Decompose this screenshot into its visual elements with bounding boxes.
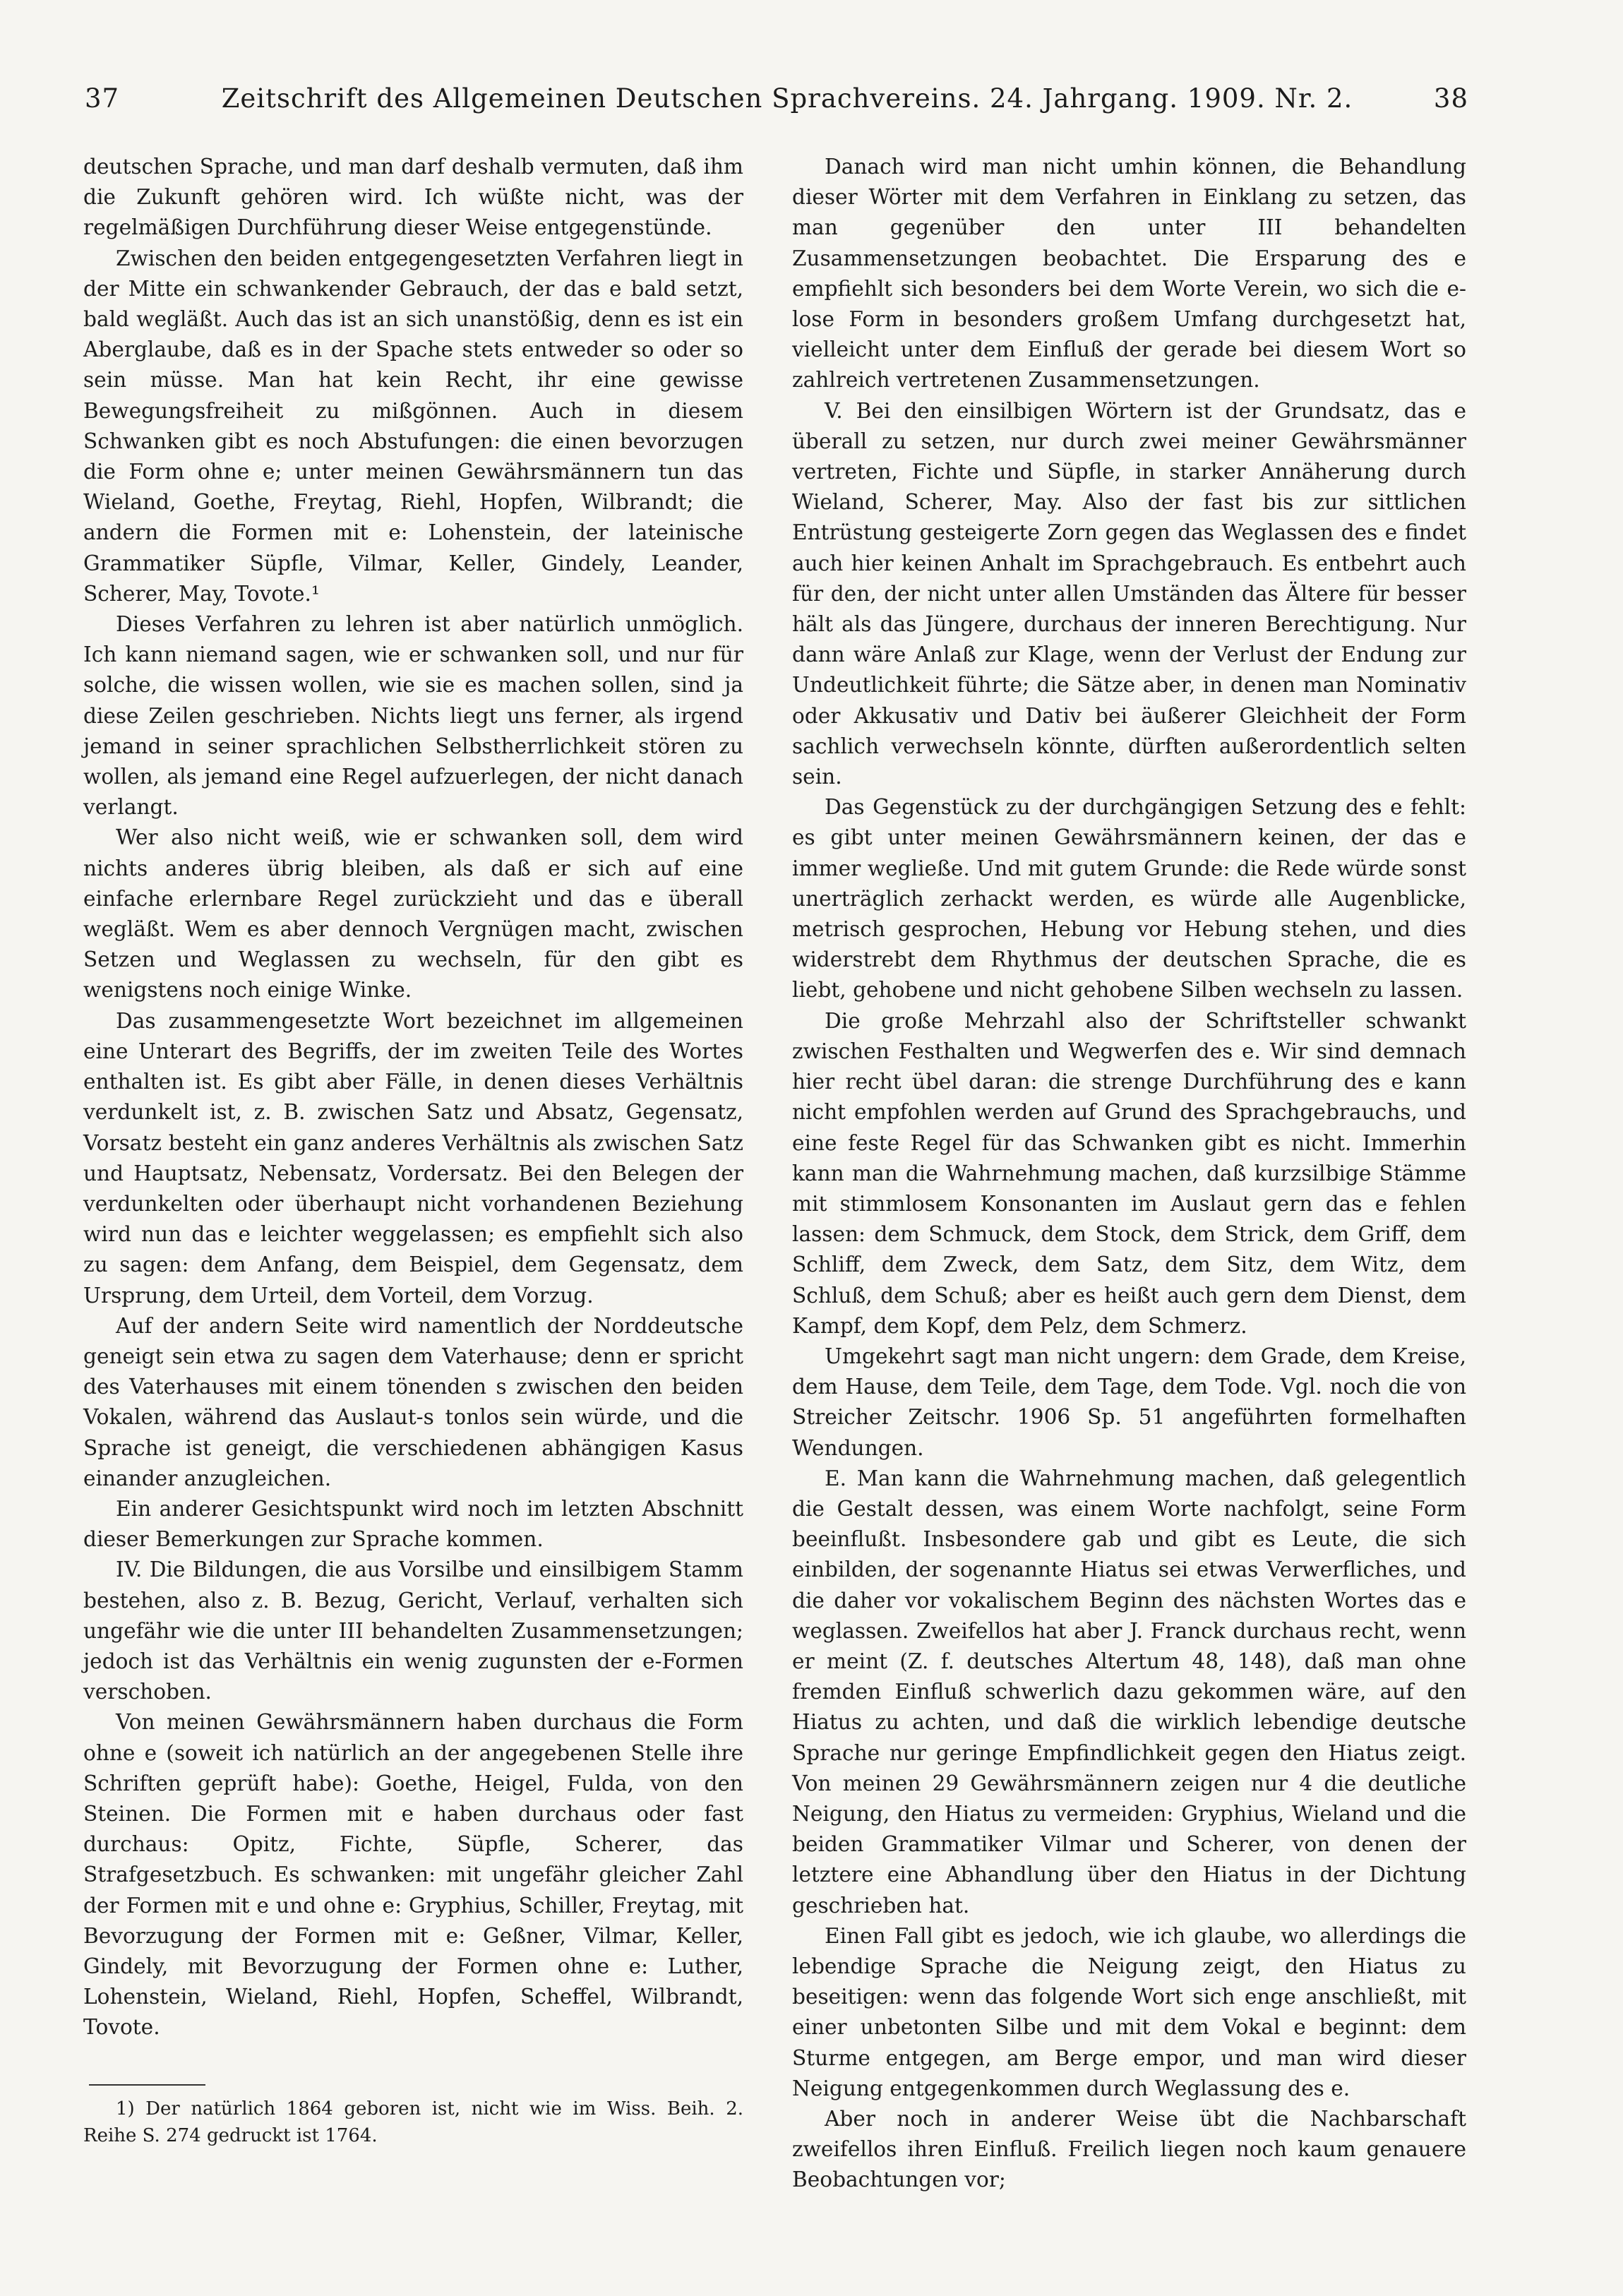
paragraph: Einen Fall gibt es jedoch, wie ich glaube, wo allerdings die lebendige Sprache die Neigung zeigt, den Hiatus zu beseitigen: wenn das folgende Wort sich enge anschließt, mit einer unbetonten Silbe und mit dem Vokal e beginnt: dem Sturme entgegen, am Berge empor, und man wird dieser Neigung entgegenkommen durch Weglassung des e. bbox=[792, 1923, 1466, 2100]
paragraph: Das Gegenstück zu der durchgängigen Setzung des e fehlt: es gibt unter meinen Gewährsmännern keinen, der das e immer wegließe. Und mit gutem Grunde: die Rede würde sonst unerträglich zerhackt werden, es würde alle Augenblicke, metrisch gesprochen, Hebung vor Hebung stehen, und dies widerstrebt dem Rhythmus der deutschen Sprache, die es liebt, gehobene und nicht gehobene Silben wechseln zu lassen. bbox=[792, 795, 1466, 1003]
right-column bbox=[792, 152, 1466, 2196]
page-header bbox=[85, 83, 1468, 126]
page-number-right: 38 bbox=[1433, 83, 1468, 114]
left-column bbox=[83, 152, 743, 2149]
paragraph: Wer also nicht weiß, wie er schwanken soll, dem wird nichts anderes übrig bleiben, als daß er sich auf eine einfache erlernbare Regel zurückzieht und das e überall wegläßt. Wem es aber dennoch Vergnügen macht, zwischen Setzen und Weglassen zu wechseln, für den gibt es wenigstens noch einige Winke. bbox=[83, 825, 743, 1003]
paragraph: E. Man kann die Wahrnehmung machen, daß gelegentlich die Gestalt dessen, was einem Worte nachfolgt, seine Form beeinflußt. Insbesondere gab und gibt es Leute, die sich einbilden, der sogenannte Hiatus sei etwas Verwerfliches, und die daher vor vokalischem Beginn des nächsten Wortes das e weglassen. Zweifellos hat aber J. Franck durchaus recht, wenn er meint (Z. f. deutsches Altertum 48, 148), daß man ohne fremden Einfluß schwerlich dazu gekommen wäre, auf den Hiatus zu achten, und daß die wirklich lebendige deutsche Sprache nur geringe Empfindlichkeit gegen den Hiatus zeigt. Von meinen 29 Gewährsmännern zeigen nur 4 die deutliche Neigung, den Hiatus zu vermeiden: Gryphius, Wieland und die beiden Grammatiker Vilmar und Scherer, von denen der letztere eine Abhandlung über den Hiatus in der Dichtung geschrieben hat. bbox=[792, 1466, 1466, 1918]
paragraph: deutschen Sprache, und man darf deshalb vermuten, daß ihm die Zukunft gehören wird. Ich wüßte nicht, was der regelmäßigen Durchführung dieser Weise entgegenstünde. bbox=[83, 155, 743, 240]
paragraph: IV. Die Bildungen, die aus Vorsilbe und einsilbigem Stamm bestehen, also z. B. Bezug, Gericht, Verlauf, verhalten sich ungefähr wie die unter III behandelten Zusammensetzungen; jedoch ist das Verhältnis ein wenig zugunsten der e-Formen verschoben. bbox=[83, 1557, 743, 1704]
paragraph: Auf der andern Seite wird namentlich der Norddeutsche geneigt sein etwa zu sagen dem Vaterhause; denn er spricht des Vaterhauses mit einem tönenden s zwischen den beiden Vokalen, während das Auslaut-s tonlos sein würde, und die Sprache ist geneigt, die verschiedenen abhängigen Kasus einander anzugleichen. bbox=[83, 1313, 743, 1490]
paragraph: Ein anderer Gesichtspunkt wird noch im letzten Abschnitt dieser Bemerkungen zur Sprache kommen. bbox=[83, 1496, 743, 1552]
paragraph: Aber noch in anderer Weise übt die Nachbarschaft zweifellos ihren Einfluß. Freilich liegen noch kaum genauere Beobachtungen vor; bbox=[792, 2107, 1466, 2192]
paragraph: Danach wird man nicht umhin können, die Behandlung dieser Wörter mit dem Verfahren in Einklang zu setzen, das man gegenüber den unter III behandelten Zusammensetzungen beobachtet. Die Ersparung des e empfiehlt sich besonders bei dem Worte Verein, wo sich die e-lose Form in besonders großem Umfang durchgesetzt hat, vielleicht unter dem Einfluß der gerade bei diesem Wort so zahlreich vertretenen Zusammensetzungen. bbox=[792, 155, 1466, 393]
paragraph: Zwischen den beiden entgegengesetzten Verfahren liegt in der Mitte ein schwankender Gebrauch, der das e bald setzt, bald wegläßt. Auch das ist an sich unanstößig, denn es ist ein Aberglaube, daß es in der Spache stets entweder so oder so sein müsse. Man hat kein Recht, ihr eine gewisse Bewegungsfreiheit zu mißgönnen. Auch in diesem Schwanken gibt es noch Abstufungen: die einen bevorzugen die Form ohne e; unter meinen Gewährsmännern tun das Wieland, Goethe, Freytag, Riehl, Hopfen, Wilbrandt; die andern die Formen mit e: Lohenstein, der lateinische Grammatiker Süpfle, Vilmar, Keller, Gindely, Leander, Scherer, May, Tovote.¹ bbox=[83, 246, 743, 606]
paragraph: Von meinen Gewährsmännern haben durchaus die Form ohne e (soweit ich natürlich an der angegebenen Stelle ihre Schriften geprüft habe): Goethe, Heigel, Fulda, von den Steinen. Die Formen mit e haben durchaus oder fast durchaus: Opitz, Fichte, Süpfle, Scherer, das Strafgesetzbuch. Es schwanken: mit ungefähr gleicher Zahl der Formen mit e und ohne e: Gryphius, Schiller, Freytag, mit Bevorzugung der Formen mit e: Geßner, Vilmar, Keller, Gindely, mit Bevorzugung der Formen ohne e: Luther, Lohenstein, Wieland, Riehl, Hopfen, Scheffel, Wilbrandt, Tovote. bbox=[83, 1710, 743, 2040]
paragraph: Die große Mehrzahl also der Schriftsteller schwankt zwischen Festhalten und Wegwerfen des e. Wir sind demnach hier recht übel daran: die strenge Durchführung des e kann nicht empfohlen werden auf Grund des Sprachgebrauchs, und eine feste Regel für das Schwanken gibt es nicht. Immerhin kann man die Wahrnehmung machen, daß kurzsilbige Stämme mit stimmlosem Konsonanten im Auslaut gern das e fehlen lassen: dem Schmuck, dem Stock, dem Strick, dem Griff, dem Schliff, dem Zweck, dem Satz, dem Sitz, dem Witz, dem Schluß, dem Schuß; aber es heißt auch gern dem Dienst, dem Kampf, dem Kopf, dem Pelz, dem Schmerz. bbox=[792, 1008, 1466, 1338]
paragraph: Dieses Verfahren zu lehren ist aber natürlich unmöglich. Ich kann niemand sagen, wie er schwanken soll, und nur für solche, die wissen wollen, wie sie es machen sollen, sind ja diese Zeilen geschrieben. Nichts liegt uns ferner, als irgend jemand in seiner sprachlichen Selbstherrlichkeit stören zu wollen, als jemand eine Regel aufzuerlegen, der nicht danach verlangt. bbox=[83, 612, 743, 820]
paragraph: Umgekehrt sagt man nicht ungern: dem Grade, dem Kreise, dem Hause, dem Teile, dem Tage, dem Tode. Vgl. noch die von Streicher Zeitschr. 1906 Sp. 51 angeführten formelhaften Wendungen. bbox=[792, 1344, 1466, 1460]
paragraph: Das zusammengesetzte Wort bezeichnet im allgemeinen eine Unterart des Begriffs, der im zweiten Teile des Wortes enthalten ist. Es gibt aber Fälle, in denen dieses Verhältnis verdunkelt ist, z. B. zwischen Satz und Absatz, Gegensatz, Vorsatz besteht ein ganz anderes Verhältnis als zwischen Satz und Hauptsatz, Nebensatz, Vordersatz. Bei den Belegen der verdunkelten oder überhaupt nicht vorhandenen Beziehung wird nun das e leichter weggelassen; es empfiehlt sich also zu sagen: dem Anfang, dem Beispiel, dem Gegensatz, dem Ursprung, dem Urteil, dem Vorteil, dem Vorzug. bbox=[83, 1008, 743, 1308]
footnote: 1) Der natürlich 1864 geboren ist, nicht wie im Wiss. Beih. 2. Reihe S. 274 gedruckt ist 1764. bbox=[83, 2098, 743, 2146]
journal-title: Zeitschrift des Allgemeinen Deutschen Sprachvereins. 24. Jahrgang. 1909. Nr. 2. bbox=[221, 83, 1353, 114]
page-number-left: 37 bbox=[85, 83, 120, 114]
footnote-divider bbox=[89, 2084, 205, 2086]
paragraph: V. Bei den einsilbigen Wörtern ist der Grundsatz, das e überall zu setzen, nur durch zwei meiner Gewährsmänner vertreten, Fichte und Süpfle, in starker Annäherung durch Wieland, Scherer, May. Also der fast bis zur sittlichen Entrüstung gesteigerte Zorn gegen das Weglassen des e findet auch hier keinen Anhalt im Sprachgebrauch. Es entbehrt auch für den, der nicht unter allen Umständen das Ältere für besser hält als das Jüngere, durchaus der inneren Berechtigung. Nur dann wäre Anlaß zur Klage, wenn der Verlust der Endung zur Undeutlichkeit führte; die Sätze aber, in denen man Nominativ oder Akkusativ und Dativ bei äußerer Gleichheit der Form sachlich verwechseln könnte, dürften außerordentlich selten sein. bbox=[792, 398, 1466, 789]
